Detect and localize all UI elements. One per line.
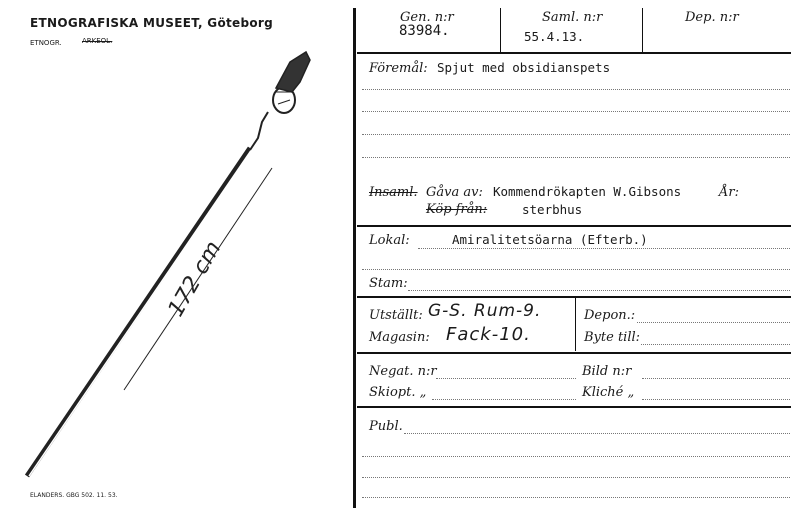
dotted-line bbox=[418, 248, 790, 249]
saml-nr-value: 55.4.13. bbox=[524, 29, 585, 44]
gen-nr-value: 83984. bbox=[399, 23, 450, 39]
gava-label: Gåva av: bbox=[426, 185, 483, 200]
card-divider bbox=[353, 8, 356, 508]
gava-value: Kommendrökapten W.Gibsons bbox=[493, 184, 682, 199]
publ-label: Publ. bbox=[369, 419, 403, 434]
dotted-line bbox=[408, 290, 790, 291]
header-separator bbox=[500, 8, 501, 52]
department-label: ETNOGR. bbox=[30, 39, 62, 47]
foremal-value: Spjut med obsidianspets bbox=[437, 60, 611, 75]
dotted-line bbox=[404, 433, 790, 434]
gen-nr-label: Gen. n:r bbox=[400, 10, 454, 25]
utstallt-label: Utställt: bbox=[369, 308, 423, 323]
depon-label: Depon.: bbox=[584, 308, 636, 323]
stam-label: Stam: bbox=[369, 276, 408, 291]
dep-nr-label: Dep. n:r bbox=[685, 10, 739, 25]
dotted-line bbox=[436, 378, 576, 379]
row-separator bbox=[357, 352, 791, 354]
department-label-struck: ARKEOL. bbox=[82, 37, 113, 45]
dotted-line bbox=[432, 399, 576, 400]
kop-label: Köp från: bbox=[426, 202, 488, 217]
header-separator bbox=[642, 8, 643, 52]
magasin-label: Magasin: bbox=[369, 330, 430, 345]
spear-icon bbox=[27, 52, 310, 476]
row-separator bbox=[357, 225, 791, 227]
dotted-line bbox=[641, 344, 790, 345]
lokal-label: Lokal: bbox=[369, 233, 410, 248]
dotted-line bbox=[642, 399, 790, 400]
dotted-line bbox=[362, 157, 790, 158]
dotted-line bbox=[637, 322, 790, 323]
skiopt-label: Skiopt. „ bbox=[369, 385, 427, 400]
bild-label: Bild n:r bbox=[582, 364, 632, 379]
museum-header: ETNOGRAFISKA MUSEET, Göteborg bbox=[30, 16, 274, 30]
utstallt-value: G-S. Rum-9. bbox=[428, 301, 542, 321]
foremal-label: Föremål: bbox=[369, 61, 428, 76]
dotted-line bbox=[362, 497, 790, 498]
row-separator bbox=[357, 52, 791, 54]
column-separator bbox=[575, 297, 576, 351]
length-note: 172 cm bbox=[163, 237, 227, 321]
kop-value: sterbhus bbox=[522, 202, 583, 217]
kliche-label: Kliché „ bbox=[582, 385, 635, 400]
row-separator bbox=[357, 296, 791, 298]
dotted-line bbox=[362, 456, 790, 457]
dotted-line bbox=[362, 111, 790, 112]
dotted-line bbox=[362, 477, 790, 478]
dotted-line bbox=[642, 378, 790, 379]
lokal-value: Amiralitetsöarna (Efterb.) bbox=[452, 232, 648, 247]
insaml-label: Insaml. bbox=[369, 185, 418, 200]
dotted-line bbox=[362, 269, 790, 270]
row-separator bbox=[357, 406, 791, 408]
printer-footer: ELANDERS. GBG 502. 11. 53. bbox=[30, 492, 118, 499]
negat-label: Negat. n:r bbox=[369, 364, 437, 379]
magasin-value: Fack-10. bbox=[446, 324, 531, 345]
byte-till-label: Byte till: bbox=[584, 330, 641, 345]
ar-label: År: bbox=[719, 185, 739, 200]
saml-nr-label: Saml. n:r bbox=[542, 10, 603, 25]
dotted-line bbox=[362, 89, 790, 90]
dotted-line bbox=[362, 134, 790, 135]
